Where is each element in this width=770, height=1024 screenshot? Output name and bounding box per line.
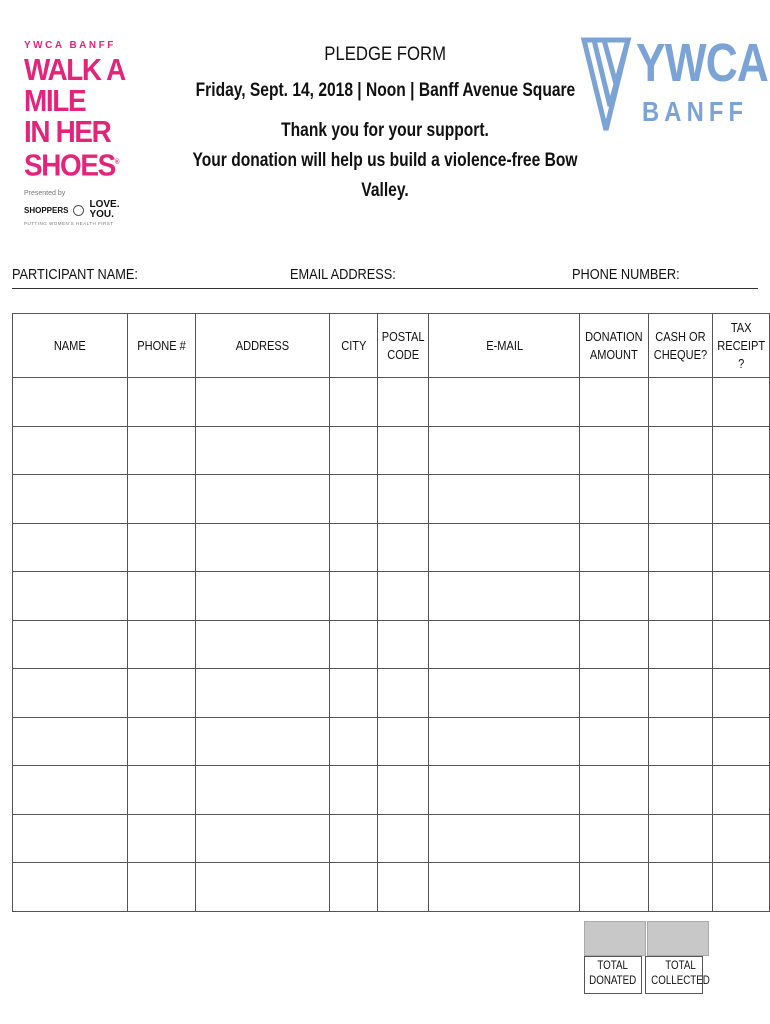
table-cell[interactable] bbox=[429, 378, 580, 427]
table-row bbox=[13, 378, 770, 427]
logo-line-4 bbox=[24, 147, 119, 183]
column-header-label: NAME bbox=[54, 337, 87, 353]
table-cell[interactable] bbox=[580, 814, 649, 863]
column-header bbox=[712, 314, 769, 378]
table-cell[interactable] bbox=[195, 717, 329, 766]
table-cell[interactable] bbox=[13, 378, 128, 427]
table-cell[interactable] bbox=[712, 766, 769, 815]
table-cell[interactable] bbox=[13, 863, 128, 912]
table-cell[interactable] bbox=[128, 669, 196, 718]
table-row bbox=[13, 572, 770, 621]
table-cell[interactable] bbox=[648, 523, 712, 572]
table-cell[interactable] bbox=[330, 620, 378, 669]
table-cell[interactable] bbox=[712, 863, 769, 912]
table-cell[interactable] bbox=[648, 669, 712, 718]
table-row bbox=[13, 863, 770, 912]
table-cell[interactable] bbox=[13, 426, 128, 475]
table-cell[interactable] bbox=[712, 378, 769, 427]
table-cell[interactable] bbox=[195, 814, 329, 863]
table-cell[interactable] bbox=[128, 814, 196, 863]
table-cell[interactable] bbox=[195, 863, 329, 912]
table-cell[interactable] bbox=[195, 426, 329, 475]
logo-brand-top: YWCA BANFF bbox=[24, 40, 116, 51]
column-header bbox=[580, 314, 649, 378]
email-address-label: EMAIL ADDRESS: bbox=[290, 266, 396, 283]
table-cell[interactable] bbox=[712, 426, 769, 475]
sponsor-tagline: PUTTING WOMEN'S HEALTH FIRST bbox=[24, 221, 114, 227]
table-cell[interactable] bbox=[128, 572, 196, 621]
table-cell[interactable] bbox=[712, 572, 769, 621]
table-cell[interactable] bbox=[378, 426, 429, 475]
love-text: LOVE. bbox=[89, 199, 120, 211]
shoppers-logo: SHOPPERS bbox=[24, 205, 69, 215]
column-header bbox=[648, 314, 712, 378]
table-cell[interactable] bbox=[330, 523, 378, 572]
table-cell[interactable] bbox=[648, 572, 712, 621]
table-cell[interactable] bbox=[330, 717, 378, 766]
participant-name-label: PARTICIPANT NAME: bbox=[12, 266, 138, 283]
column-header-label: ADDRESS bbox=[235, 337, 290, 353]
column-header-label: TAX RECEIPT ? bbox=[716, 319, 765, 371]
event-details: Friday, Sept. 14, 2018 | Noon | Banff Avenue Square bbox=[195, 80, 575, 101]
table-row bbox=[13, 669, 770, 718]
total-donated-label: TOTAL DONATED bbox=[584, 956, 642, 994]
table-cell[interactable] bbox=[13, 523, 128, 572]
table-cell[interactable] bbox=[712, 669, 769, 718]
presented-by-label: Presented by bbox=[24, 190, 66, 198]
table-cell[interactable] bbox=[580, 572, 649, 621]
table-cell[interactable] bbox=[330, 814, 378, 863]
form-title: PLEDGE FORM bbox=[324, 44, 446, 65]
table-cell[interactable] bbox=[195, 523, 329, 572]
table-cell[interactable] bbox=[648, 620, 712, 669]
table-cell[interactable] bbox=[648, 717, 712, 766]
ywca-chevron-icon bbox=[580, 36, 640, 136]
table-cell[interactable] bbox=[13, 475, 128, 524]
table-cell[interactable] bbox=[429, 669, 580, 718]
column-header-label: POSTAL CODE bbox=[381, 328, 425, 362]
table-cell[interactable] bbox=[429, 475, 580, 524]
table-cell[interactable] bbox=[580, 766, 649, 815]
table-cell[interactable] bbox=[378, 717, 429, 766]
phone-number-label: PHONE NUMBER: bbox=[572, 266, 680, 283]
table-cell[interactable] bbox=[580, 426, 649, 475]
table-cell[interactable] bbox=[429, 863, 580, 912]
table-cell[interactable] bbox=[429, 426, 580, 475]
table-row bbox=[13, 620, 770, 669]
ywca-banff-logo bbox=[580, 32, 769, 132]
table-cell[interactable] bbox=[195, 378, 329, 427]
table-cell[interactable] bbox=[648, 378, 712, 427]
table-cell[interactable] bbox=[330, 475, 378, 524]
total-collected-field[interactable] bbox=[647, 921, 709, 956]
table-row bbox=[13, 426, 770, 475]
table-cell[interactable] bbox=[13, 766, 128, 815]
column-header-label: E-MAIL bbox=[485, 337, 523, 353]
table-row bbox=[13, 814, 770, 863]
logo-line-3: IN HER bbox=[24, 114, 111, 149]
table-cell[interactable] bbox=[580, 717, 649, 766]
table-cell[interactable] bbox=[128, 717, 196, 766]
table-cell[interactable] bbox=[128, 766, 196, 815]
table-cell[interactable] bbox=[330, 863, 378, 912]
column-header bbox=[13, 314, 128, 378]
table-cell[interactable] bbox=[195, 475, 329, 524]
table-cell[interactable] bbox=[580, 523, 649, 572]
table-cell[interactable] bbox=[13, 620, 128, 669]
table-cell[interactable] bbox=[378, 766, 429, 815]
banff-wordmark: BANFF bbox=[642, 96, 749, 127]
walk-a-mile-logo bbox=[24, 40, 124, 226]
table-cell[interactable] bbox=[378, 572, 429, 621]
table-cell[interactable] bbox=[378, 814, 429, 863]
table-cell[interactable] bbox=[429, 523, 580, 572]
table-cell[interactable] bbox=[712, 523, 769, 572]
table-cell[interactable] bbox=[712, 814, 769, 863]
shoppers-circle-icon bbox=[73, 205, 84, 216]
table-cell[interactable] bbox=[429, 766, 580, 815]
table-cell[interactable] bbox=[378, 475, 429, 524]
participant-info-row bbox=[12, 264, 758, 289]
table-cell[interactable] bbox=[712, 475, 769, 524]
column-header-label: DONATION AMOUNT bbox=[585, 328, 643, 362]
table-cell[interactable] bbox=[195, 572, 329, 621]
table-cell[interactable] bbox=[712, 717, 769, 766]
sponsor-logos bbox=[24, 200, 124, 220]
logo-line-2: MILE bbox=[24, 83, 86, 118]
column-header-label: CITY bbox=[341, 337, 367, 353]
table-cell[interactable] bbox=[128, 620, 196, 669]
thank-you-message bbox=[192, 116, 577, 206]
table-cell[interactable] bbox=[195, 620, 329, 669]
table-cell[interactable] bbox=[330, 378, 378, 427]
table-row bbox=[13, 766, 770, 815]
logo-line-1: WALK A bbox=[24, 52, 125, 87]
table-row bbox=[13, 475, 770, 524]
column-header bbox=[330, 314, 378, 378]
table-cell[interactable] bbox=[378, 863, 429, 912]
table-cell[interactable] bbox=[13, 717, 128, 766]
table-cell[interactable] bbox=[13, 669, 128, 718]
table-body bbox=[13, 378, 770, 912]
registered-mark: ® bbox=[114, 159, 119, 166]
table-cell[interactable] bbox=[580, 620, 649, 669]
table-cell[interactable] bbox=[128, 378, 196, 427]
table-cell[interactable] bbox=[330, 572, 378, 621]
table-cell[interactable] bbox=[648, 814, 712, 863]
table-cell[interactable] bbox=[712, 620, 769, 669]
table-cell[interactable] bbox=[330, 669, 378, 718]
table-cell[interactable] bbox=[195, 766, 329, 815]
pledge-table bbox=[12, 313, 770, 912]
table-cell[interactable] bbox=[330, 766, 378, 815]
table-row bbox=[13, 523, 770, 572]
table-cell[interactable] bbox=[195, 669, 329, 718]
table-cell[interactable] bbox=[378, 523, 429, 572]
table-cell[interactable] bbox=[128, 863, 196, 912]
table-cell[interactable] bbox=[13, 572, 128, 621]
table-cell[interactable] bbox=[648, 426, 712, 475]
table-cell[interactable] bbox=[378, 620, 429, 669]
you-text: YOU. bbox=[89, 209, 114, 221]
table-cell[interactable] bbox=[580, 669, 649, 718]
table-cell[interactable] bbox=[330, 426, 378, 475]
column-header bbox=[195, 314, 329, 378]
total-collected-label: TOTAL COLLECTED bbox=[645, 956, 703, 994]
column-header bbox=[378, 314, 429, 378]
table-cell[interactable] bbox=[580, 378, 649, 427]
ywca-wordmark: YWCA bbox=[636, 33, 769, 93]
table-cell[interactable] bbox=[580, 475, 649, 524]
table-cell[interactable] bbox=[429, 620, 580, 669]
table-cell[interactable] bbox=[128, 426, 196, 475]
table-cell[interactable] bbox=[648, 475, 712, 524]
form-header bbox=[150, 44, 620, 206]
table-cell[interactable] bbox=[429, 717, 580, 766]
table-cell[interactable] bbox=[648, 863, 712, 912]
column-header bbox=[429, 314, 580, 378]
total-donated-field[interactable] bbox=[584, 921, 646, 956]
table-cell[interactable] bbox=[648, 766, 712, 815]
table-row bbox=[13, 717, 770, 766]
column-header-label: PHONE # bbox=[137, 337, 186, 353]
totals-section bbox=[584, 921, 710, 994]
thanks-line-2: Your donation will help us build a violence-free Bow Valley. bbox=[192, 150, 578, 201]
love-you-logo bbox=[89, 200, 119, 220]
table-cell[interactable] bbox=[378, 669, 429, 718]
table-cell[interactable] bbox=[378, 378, 429, 427]
column-header bbox=[128, 314, 196, 378]
table-cell[interactable] bbox=[128, 523, 196, 572]
table-cell[interactable] bbox=[580, 863, 649, 912]
thanks-line-1: Thank you for your support. bbox=[281, 120, 489, 141]
logo-line-4-text: SHOES bbox=[24, 147, 115, 183]
table-header-row bbox=[13, 314, 770, 378]
table-cell[interactable] bbox=[128, 475, 196, 524]
table-cell[interactable] bbox=[13, 814, 128, 863]
table-cell[interactable] bbox=[429, 572, 580, 621]
table-cell[interactable] bbox=[429, 814, 580, 863]
column-header-label: CASH OR CHEQUE? bbox=[653, 328, 707, 362]
